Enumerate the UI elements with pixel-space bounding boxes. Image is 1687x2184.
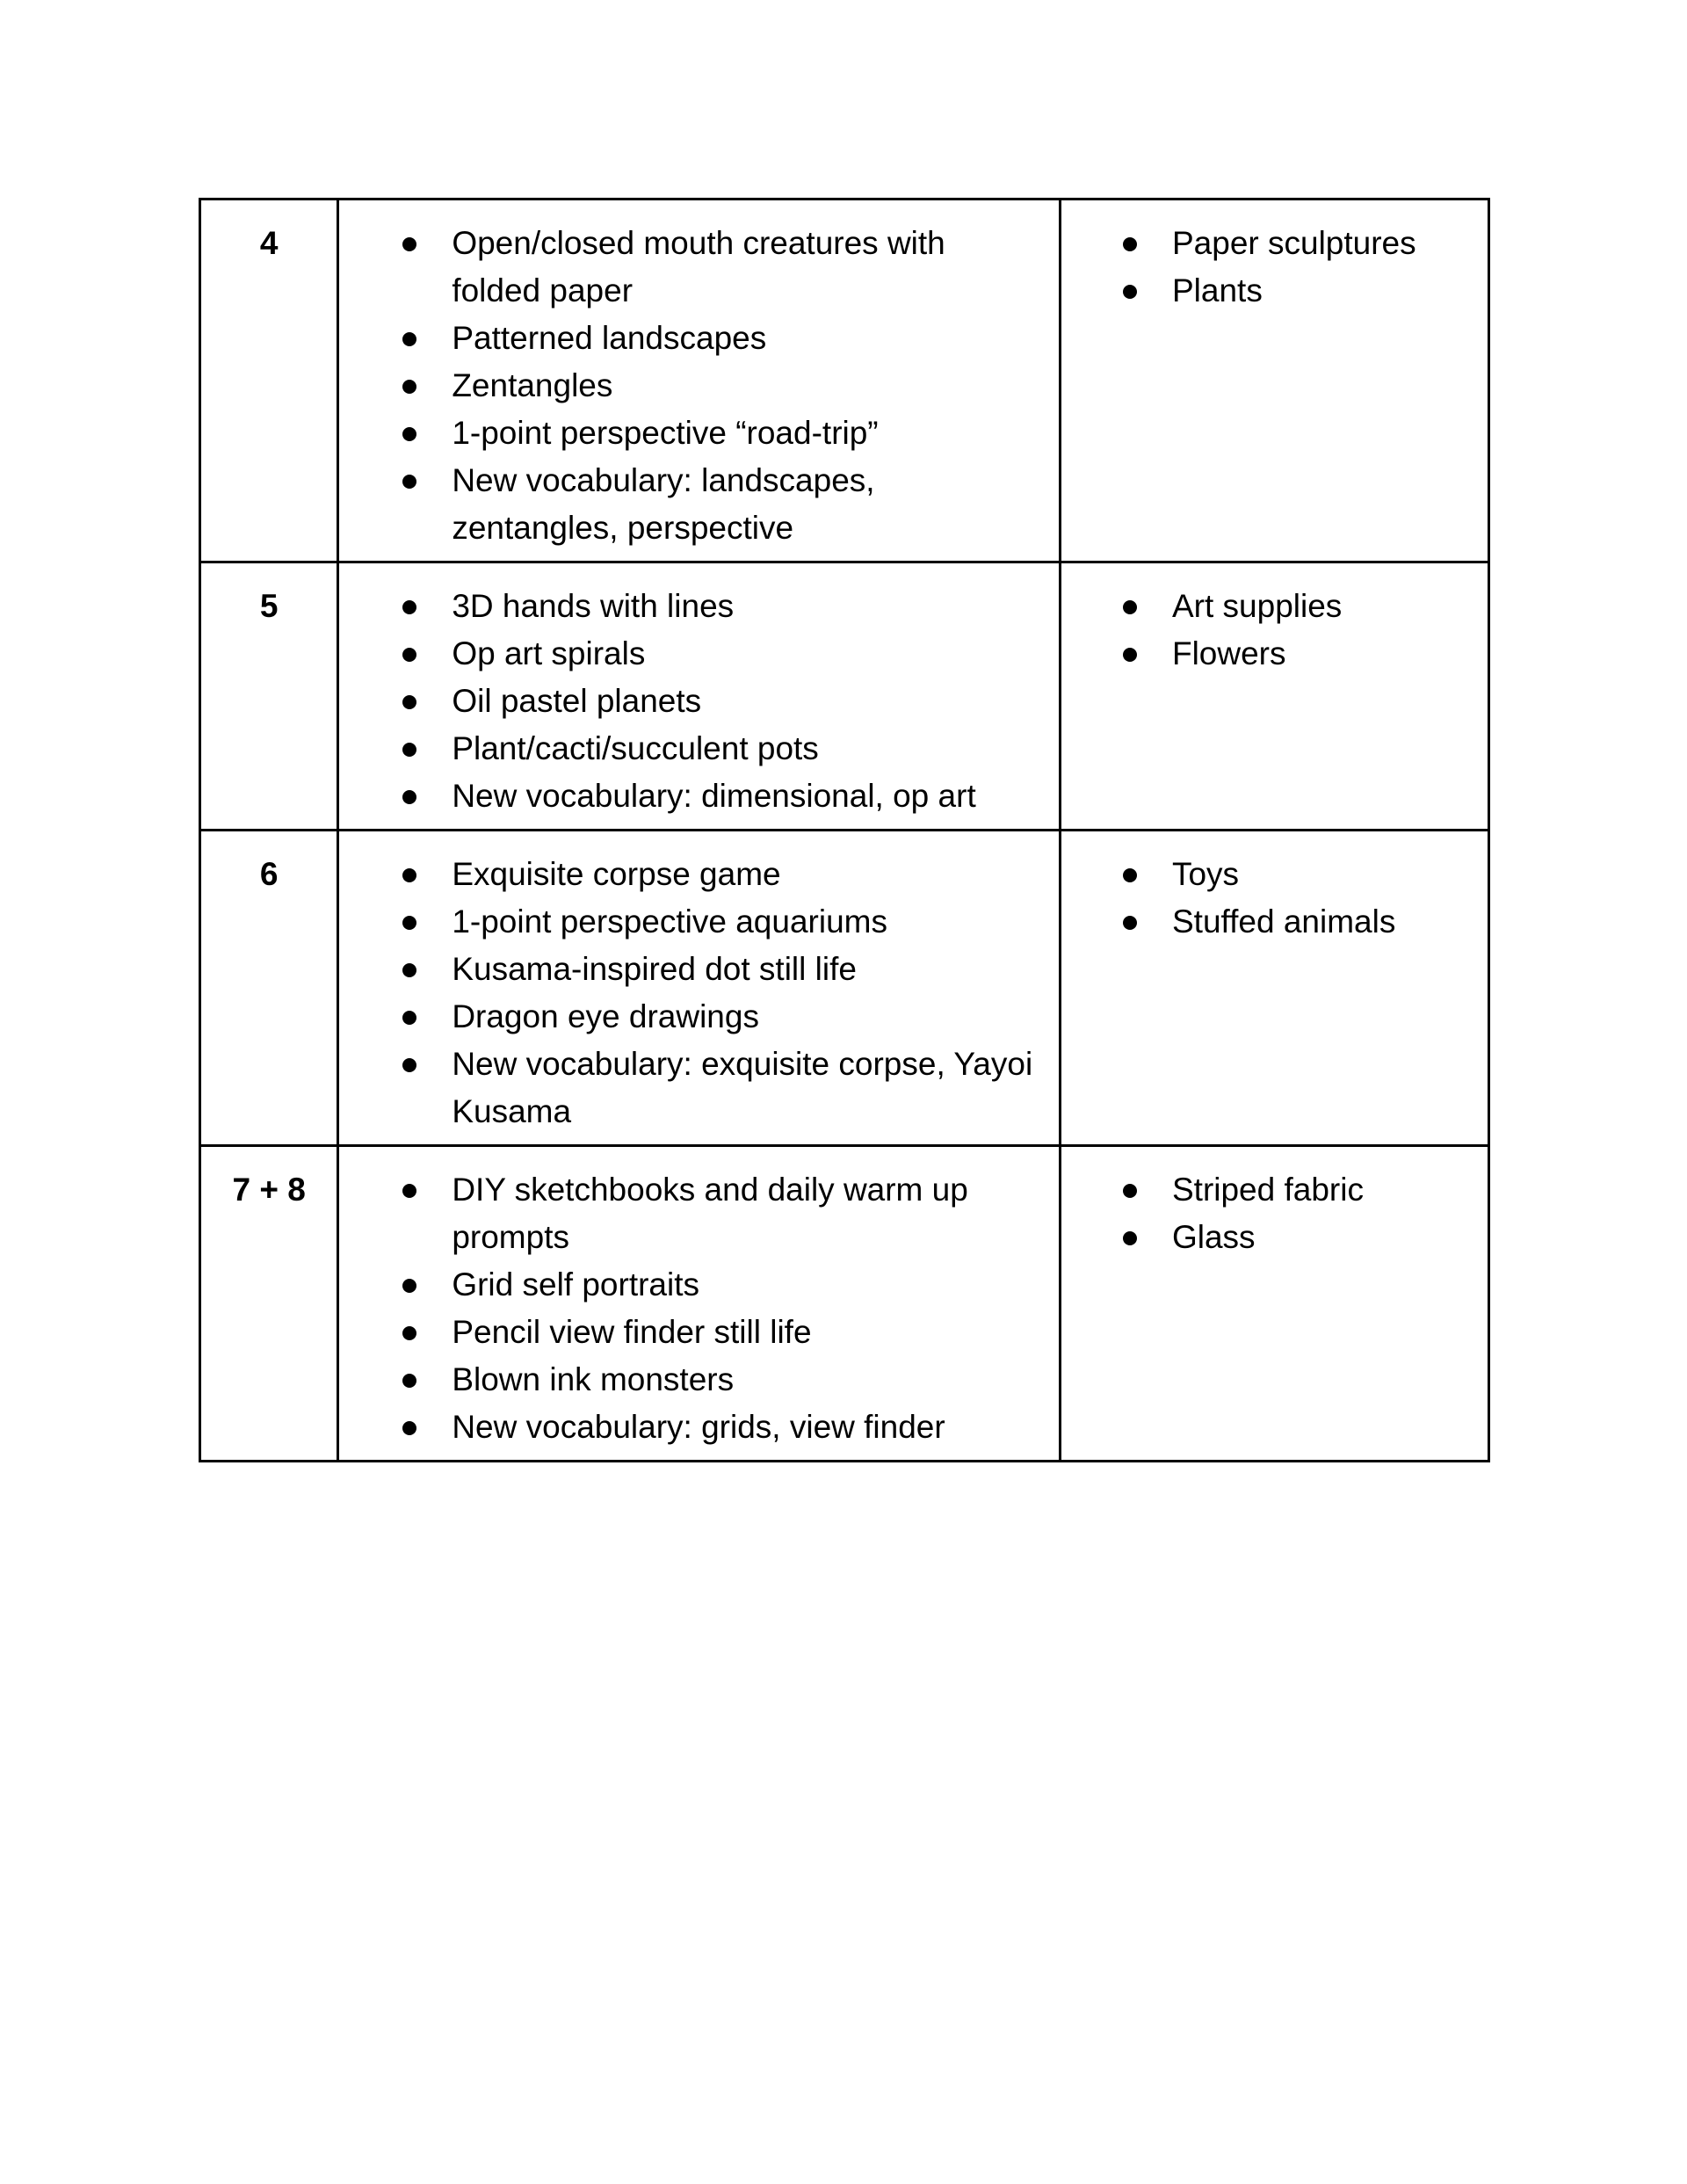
list-item <box>339 1309 1059 1356</box>
bullet-icon <box>402 648 416 662</box>
projects-list <box>339 851 1059 1136</box>
list-item <box>339 773 1059 820</box>
bullet-icon <box>1123 1184 1137 1198</box>
list-item <box>339 678 1059 725</box>
still-life-cell <box>1060 200 1488 562</box>
bullet-icon <box>1123 916 1137 930</box>
list-item <box>1061 898 1488 946</box>
bullet-icon <box>402 475 416 489</box>
project-text: Patterned landscapes <box>452 320 767 356</box>
list-item <box>339 1404 1059 1451</box>
still-life-cell <box>1060 562 1488 831</box>
list-item <box>1061 630 1488 678</box>
list-item <box>339 362 1059 410</box>
still-life-text: Plants <box>1171 272 1263 308</box>
bullet-icon <box>402 427 416 441</box>
project-text: Op art spirals <box>452 635 646 671</box>
bullet-icon <box>402 916 416 930</box>
list-item <box>339 220 1059 315</box>
projects-cell <box>338 831 1061 1146</box>
table-row <box>200 1146 1489 1462</box>
project-text: New vocabulary: grids, view finder <box>452 1409 945 1445</box>
list-item <box>339 630 1059 678</box>
list-item <box>339 457 1059 552</box>
projects-cell <box>338 1146 1061 1462</box>
list-item <box>1061 220 1488 267</box>
bullet-icon <box>402 963 416 977</box>
still-life-text: Stuffed animals <box>1171 903 1396 940</box>
table-row <box>200 831 1489 1146</box>
list-item <box>339 898 1059 946</box>
still-life-cell <box>1060 1146 1488 1462</box>
still-life-cell <box>1060 831 1488 1146</box>
bullet-icon <box>1123 1231 1137 1245</box>
list-item <box>339 1041 1059 1136</box>
project-text: 3D hands with lines <box>452 588 735 624</box>
list-item <box>1061 267 1488 315</box>
bullet-icon <box>402 695 416 709</box>
bullet-icon <box>402 332 416 346</box>
bullet-icon <box>402 1184 416 1198</box>
bullet-icon <box>402 1058 416 1072</box>
bullet-icon <box>1123 237 1137 251</box>
projects-list <box>339 1166 1059 1451</box>
list-item <box>339 946 1059 993</box>
projects-cell <box>338 562 1061 831</box>
list-item <box>339 315 1059 362</box>
project-text: Pencil view finder still life <box>452 1314 812 1350</box>
bullet-icon <box>402 237 416 251</box>
project-text: Dragon eye drawings <box>452 998 759 1034</box>
list-item <box>339 993 1059 1041</box>
bullet-icon <box>402 1011 416 1025</box>
bullet-icon <box>402 1374 416 1388</box>
bullet-icon <box>402 868 416 882</box>
project-text: New vocabulary: dimensional, op art <box>452 778 976 814</box>
bullet-icon <box>402 1279 416 1293</box>
project-text: New vocabulary: landscapes, zentangles, perspective <box>452 462 875 546</box>
still-life-text: Glass <box>1171 1219 1256 1255</box>
projects-list <box>339 583 1059 820</box>
list-item <box>1061 851 1488 898</box>
project-text: Open/closed mouth creatures with folded paper <box>452 225 945 308</box>
project-text: DIY sketchbooks and daily warm up prompts <box>452 1172 968 1255</box>
list-item <box>339 851 1059 898</box>
list-item <box>339 1356 1059 1404</box>
grade-cell: 7 + 8 <box>200 1146 338 1462</box>
project-text: Kusama-inspired dot still life <box>452 951 857 987</box>
list-item <box>339 725 1059 773</box>
project-text: Plant/cacti/succulent pots <box>452 730 819 766</box>
grade-cell: 4 <box>200 200 338 562</box>
still-life-list <box>1061 1166 1488 1261</box>
list-item <box>1061 1214 1488 1261</box>
table-row <box>200 200 1489 562</box>
projects-cell <box>338 200 1061 562</box>
still-life-text: Paper sculptures <box>1171 225 1416 261</box>
bullet-icon <box>1123 648 1137 662</box>
still-life-text: Flowers <box>1171 635 1286 671</box>
bullet-icon <box>402 1421 416 1435</box>
project-text: Blown ink monsters <box>452 1361 735 1397</box>
project-text: New vocabulary: exquisite corpse, Yayoi Kusama <box>452 1046 1033 1129</box>
bullet-icon <box>1123 285 1137 299</box>
projects-list <box>339 220 1059 552</box>
still-life-list <box>1061 220 1488 315</box>
bullet-icon <box>1123 600 1137 614</box>
grade-cell: 6 <box>200 831 338 1146</box>
project-text: 1-point perspective aquariums <box>452 903 887 940</box>
project-text: Grid self portraits <box>452 1266 700 1302</box>
list-item <box>1061 1166 1488 1214</box>
bullet-icon <box>402 743 416 757</box>
project-text: Zentangles <box>452 367 613 403</box>
still-life-list <box>1061 583 1488 678</box>
still-life-text: Toys <box>1171 856 1240 892</box>
list-item <box>339 1166 1059 1261</box>
table-row <box>200 562 1489 831</box>
list-item <box>339 1261 1059 1309</box>
list-item <box>339 410 1059 457</box>
bullet-icon <box>402 600 416 614</box>
still-life-text: Art supplies <box>1171 588 1343 624</box>
curriculum-table <box>199 198 1490 1462</box>
project-text: Exquisite corpse game <box>452 856 781 892</box>
bullet-icon <box>402 1326 416 1340</box>
project-text: 1-point perspective “road-trip” <box>452 415 879 451</box>
grade-cell: 5 <box>200 562 338 831</box>
bullet-icon <box>1123 868 1137 882</box>
list-item <box>339 583 1059 630</box>
project-text: Oil pastel planets <box>452 683 702 719</box>
bullet-icon <box>402 380 416 394</box>
bullet-icon <box>402 790 416 804</box>
still-life-list <box>1061 851 1488 946</box>
still-life-text: Striped fabric <box>1171 1172 1364 1208</box>
list-item <box>1061 583 1488 630</box>
